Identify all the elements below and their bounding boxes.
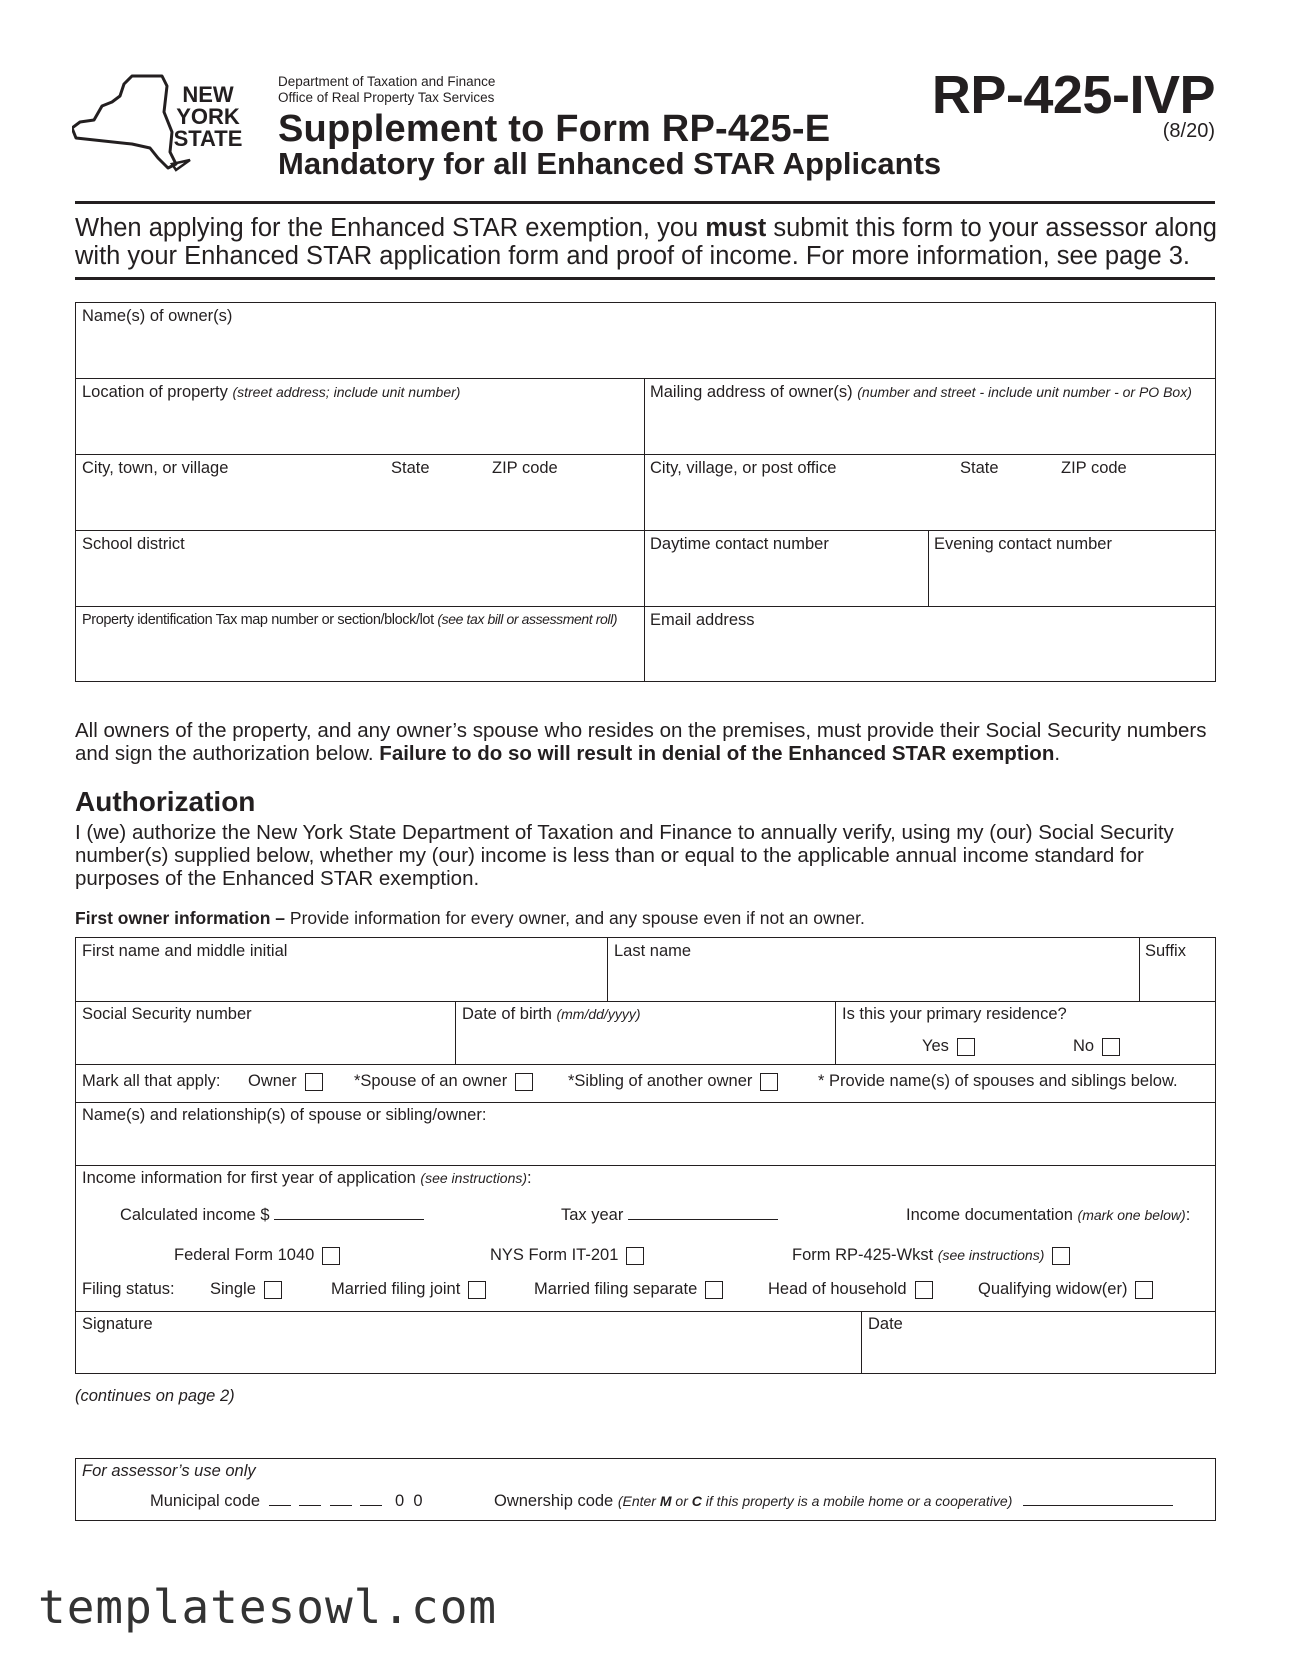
logo-line-state: STATE: [173, 126, 243, 151]
email-field[interactable]: Email address: [650, 611, 755, 629]
primary-residence-label: Is this your primary residence?: [842, 1005, 1067, 1023]
hoh-label: Head of household: [768, 1280, 907, 1298]
provide-names-note: * Provide name(s) of spouses and siblings below.: [818, 1072, 1178, 1090]
dob-label: Date of birth: [462, 1005, 552, 1023]
signature-field[interactable]: Signature: [82, 1315, 153, 1333]
first-owner-heading-bold: First owner information –: [75, 908, 286, 928]
header-divider-bottom: [75, 277, 1215, 280]
single-label: Single: [210, 1280, 256, 1298]
ownership-note: (Enter M or C if this property is a mobile home or a cooperative): [617, 1493, 1013, 1509]
income-info-note: (see instructions): [420, 1170, 528, 1186]
date-field[interactable]: Date: [868, 1315, 903, 1333]
no-checkbox[interactable]: [1102, 1038, 1120, 1056]
qw-option[interactable]: [978, 1280, 1153, 1299]
federal-1040-label: Federal Form 1040: [174, 1246, 315, 1264]
sibling-option[interactable]: [568, 1072, 778, 1091]
last-name-field[interactable]: Last name: [614, 942, 692, 960]
mailing-address-field[interactable]: [650, 383, 1192, 402]
owner-checkbox[interactable]: [305, 1073, 323, 1091]
income-info-label: [82, 1169, 532, 1188]
intro-bold: must: [705, 214, 767, 242]
municipal-digit-4[interactable]: [360, 1505, 382, 1506]
authorization-text: I (we) authorize the New York State Department of Taxation and Finance to annually verify, using my (our) Social Security number(s) supplied below, whether my (our) income is less than or equal to the applicable annual income standard for purposes of the Enhanced STAR exemption.: [75, 821, 1174, 890]
ssn-field[interactable]: Social Security number: [82, 1005, 252, 1023]
owners-para-part1: All owners of the property, and any owner’s spouse who resides on the premises, must provide their Social Security numbers and sign the authorization below.: [75, 719, 1207, 765]
hoh-option[interactable]: [768, 1280, 933, 1299]
rp425-wkst-note: (see instructions): [937, 1247, 1045, 1263]
qw-checkbox[interactable]: [1135, 1281, 1153, 1299]
location-note: (street address; include unit number): [232, 384, 461, 400]
school-district-field[interactable]: School district: [82, 535, 185, 553]
dob-field[interactable]: [462, 1005, 640, 1024]
federal-1040-option[interactable]: [174, 1246, 340, 1265]
authorization-heading: Authorization: [75, 786, 256, 817]
logo-line-new: NEW: [182, 82, 234, 107]
federal-1040-checkbox[interactable]: [322, 1247, 340, 1265]
intro-part2: submit this form to your assessor along with your Enhanced STAR application form and proof of income. For more information, see page 3.: [75, 214, 1217, 270]
dept-line-2: Office of Real Property Tax Services: [278, 90, 495, 105]
primary-residence-no[interactable]: [1073, 1037, 1120, 1056]
municipal-code-label: Municipal code: [150, 1492, 261, 1510]
yes-checkbox[interactable]: [957, 1038, 975, 1056]
mfj-checkbox[interactable]: [468, 1281, 486, 1299]
income-info-colon: :: [527, 1169, 532, 1187]
nys-it201-option[interactable]: [490, 1246, 644, 1265]
tax-year-label: Tax year: [561, 1206, 624, 1224]
calculated-income-field[interactable]: [120, 1206, 424, 1225]
nys-logo: [72, 72, 252, 182]
location-field[interactable]: [82, 383, 460, 402]
first-owner-box: [75, 937, 1216, 1374]
single-checkbox[interactable]: [264, 1281, 282, 1299]
municipal-digit-1[interactable]: [269, 1505, 291, 1506]
mfj-option[interactable]: [331, 1280, 486, 1299]
intro-text: [75, 214, 1220, 270]
sibling-checkbox[interactable]: [760, 1073, 778, 1091]
city-po-field[interactable]: City, village, or post office: [650, 459, 837, 477]
income-doc-note: (mark one below): [1077, 1207, 1186, 1223]
mailing-note: (number and street - include unit number - or PO Box): [857, 384, 1192, 400]
income-doc-label: Income documentation (mark one below):: [906, 1206, 1191, 1224]
ownership-code-label: Ownership code: [494, 1492, 614, 1510]
tax-year-line[interactable]: [628, 1219, 778, 1220]
mfj-label: Married filing joint: [331, 1280, 461, 1298]
calculated-income-line[interactable]: [274, 1219, 424, 1220]
header-divider-top: [75, 201, 1215, 204]
spouse-label: *Spouse of an owner: [354, 1072, 508, 1090]
city-town-field[interactable]: City, town, or village: [82, 459, 229, 477]
mfs-option[interactable]: [534, 1280, 723, 1299]
municipal-digit-3[interactable]: [330, 1505, 352, 1506]
state-field-2[interactable]: State: [960, 459, 999, 477]
daytime-contact-field[interactable]: Daytime contact number: [650, 535, 829, 553]
income-doc-text: Income documentation: [906, 1206, 1073, 1224]
department-info: [278, 74, 495, 106]
form-title: Supplement to Form RP-425-E: [278, 108, 831, 150]
relationship-field[interactable]: Name(s) and relationship(s) of spouse or sibling/owner:: [82, 1106, 487, 1124]
logo-line-york: YORK: [176, 104, 240, 129]
state-field-1[interactable]: State: [391, 459, 430, 477]
ownership-code-field[interactable]: [494, 1492, 1173, 1511]
mark-all-label: Mark all that apply:: [82, 1072, 221, 1090]
no-label: No: [1073, 1037, 1095, 1055]
primary-residence-yes[interactable]: [922, 1037, 975, 1056]
filing-status-label: Filing status:: [82, 1280, 175, 1298]
yes-label: Yes: [922, 1037, 949, 1055]
assessor-box: [75, 1458, 1216, 1521]
form-subtitle: Mandatory for all Enhanced STAR Applicants: [278, 146, 942, 181]
mfs-checkbox[interactable]: [705, 1281, 723, 1299]
owners-requirement-text: [75, 719, 1215, 765]
form-number: RP-425-IVP: [931, 65, 1215, 125]
zip-field-2[interactable]: ZIP code: [1061, 459, 1127, 477]
qw-label: Qualifying widow(er): [978, 1280, 1128, 1298]
location-label: Location of property: [82, 383, 228, 401]
rp425-wkst-option[interactable]: [792, 1246, 1070, 1265]
spouse-checkbox[interactable]: [515, 1073, 533, 1091]
form-revision: (8/20): [1162, 120, 1215, 142]
property-id-note: (see tax bill or assessment roll): [437, 611, 618, 627]
tax-year-field[interactable]: [561, 1206, 778, 1225]
income-info-text: Income information for first year of application: [82, 1169, 416, 1187]
single-option[interactable]: [210, 1280, 282, 1299]
nys-it201-label: NYS Form IT-201: [490, 1246, 619, 1264]
rp425-wkst-label: Form RP-425-Wkst: [792, 1246, 934, 1264]
sibling-label: *Sibling of another owner: [568, 1072, 753, 1090]
owner-option[interactable]: [248, 1072, 323, 1091]
dept-line-1: Department of Taxation and Finance: [278, 74, 496, 89]
rp425-wkst-checkbox[interactable]: [1052, 1247, 1070, 1265]
municipal-digit-2[interactable]: [299, 1505, 321, 1506]
spouse-option[interactable]: [354, 1072, 533, 1091]
intro-part1: When applying for the Enhanced STAR exemption, you: [75, 214, 706, 242]
property-id-label: Property identification Tax map number or section/block/lot: [82, 612, 434, 628]
mfs-label: Married filing separate: [534, 1280, 698, 1298]
calculated-income-label: Calculated income $: [120, 1206, 270, 1224]
owners-para-bold: Failure to do so will result in denial of the Enhanced STAR exemption: [379, 742, 1055, 765]
suffix-field[interactable]: Suffix: [1145, 942, 1186, 960]
municipal-code-field[interactable]: [150, 1492, 423, 1511]
first-name-field[interactable]: First name and middle initial: [82, 942, 288, 960]
dob-note: (mm/dd/yyyy): [556, 1006, 641, 1022]
owners-para-end: .: [1054, 742, 1061, 765]
zip-field-1[interactable]: ZIP code: [492, 459, 558, 477]
watermark-text: templatesowl.com: [38, 1580, 498, 1634]
first-owner-heading-rest: Provide information for every owner, and any spouse even if not an owner.: [285, 908, 865, 928]
mailing-label: Mailing address of owner(s): [650, 383, 853, 401]
ownership-code-line[interactable]: [1023, 1505, 1173, 1506]
hoh-checkbox[interactable]: [915, 1281, 933, 1299]
property-id-field[interactable]: [82, 611, 617, 628]
owner-names-field[interactable]: Name(s) of owner(s): [82, 307, 233, 325]
property-info-box: [75, 302, 1216, 682]
assessor-title: For assessor’s use only: [82, 1462, 256, 1480]
nys-it201-checkbox[interactable]: [626, 1247, 644, 1265]
evening-contact-field[interactable]: Evening contact number: [934, 535, 1112, 553]
first-owner-heading: [75, 908, 865, 929]
continues-note: (continues on page 2): [75, 1387, 235, 1405]
municipal-suffix: 0 0: [395, 1492, 423, 1510]
owner-label: Owner: [248, 1072, 297, 1090]
